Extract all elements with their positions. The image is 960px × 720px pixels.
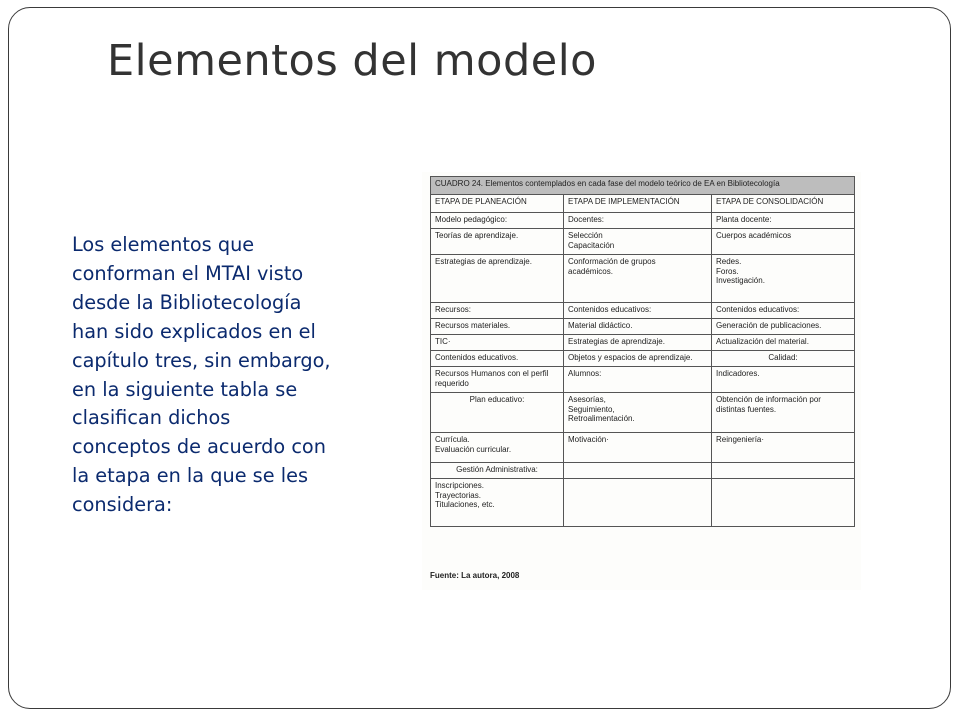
table-cell: Plan educativo: [431,393,564,433]
table-cell: Obtención de información por distintas fuentes. [712,393,855,433]
table-cell: Selección Capacitación [564,229,712,255]
table-source: Fuente: La autora, 2008 [430,571,520,580]
table-cell: Calidad: [712,351,855,367]
column-header: ETAPA DE PLANEACIÓN [431,195,564,213]
column-header: ETAPA DE IMPLEMENTACIÓN [564,195,712,213]
table-cell: Motivación· [564,433,712,463]
table-cell: Redes. Foros. Investigación. [712,255,855,303]
table-cell: Recursos: [431,303,564,319]
table-cell: Modelo pedagógico: [431,213,564,229]
table-cell: Conformación de grupos académicos. [564,255,712,303]
table-image [422,172,861,590]
table-cell: Alumnos: [564,367,712,393]
table-cell: Planta docente: [712,213,855,229]
table-cell: Currícula. Evaluación curricular. [431,433,564,463]
table-cell: Contenidos educativos: [564,303,712,319]
table-cell: Contenidos educativos: [712,303,855,319]
table-cell [712,463,855,479]
table-cell: Generación de publicaciones. [712,319,855,335]
table-cell: Contenidos educativos. [431,351,564,367]
table-cell: Estrategias de aprendizaje. [564,335,712,351]
table-cell: Inscripciones. Trayectorias. Titulaciones, etc. [431,479,564,527]
table-cell: Teorías de aprendizaje. [431,229,564,255]
table-cell: Estrategias de aprendizaje. [431,255,564,303]
table-cell: Actualización del material. [712,335,855,351]
table-cell: Material didáctico. [564,319,712,335]
table-cell: Recursos materiales. [431,319,564,335]
table-cell: Reingeniería· [712,433,855,463]
table-cell: Recursos Humanos con el perfil requerido [431,367,564,393]
table-cell [564,463,712,479]
slide-body-text: Los elementos que conforman el MTAI visto desde la Bibliotecología han sido explicados en el capítulo tres, sin embargo, en la siguiente tabla se clasifican dichos conceptos de acuerdo con la etapa en la que se les considera: [72,233,331,517]
slide-title: Elementos del modelo [107,36,597,86]
column-header: ETAPA DE CONSOLIDACIÓN [712,195,855,213]
table-cell [712,479,855,527]
table-cell [564,479,712,527]
table-caption: CUADRO 24. Elementos contemplados en cada fase del modelo teórico de EA en Bibliotecología [431,177,855,195]
table-cell: Asesorías, Seguimiento, Retroalimentación. [564,393,712,433]
table-cell: Gestión Administrativa: [431,463,564,479]
table-cell: Objetos y espacios de aprendizaje. [564,351,712,367]
table-cell: Indicadores. [712,367,855,393]
table-cell: TIC· [431,335,564,351]
table-cell: Cuerpos académicos [712,229,855,255]
table-cell: Docentes: [564,213,712,229]
elements-table [430,176,855,527]
